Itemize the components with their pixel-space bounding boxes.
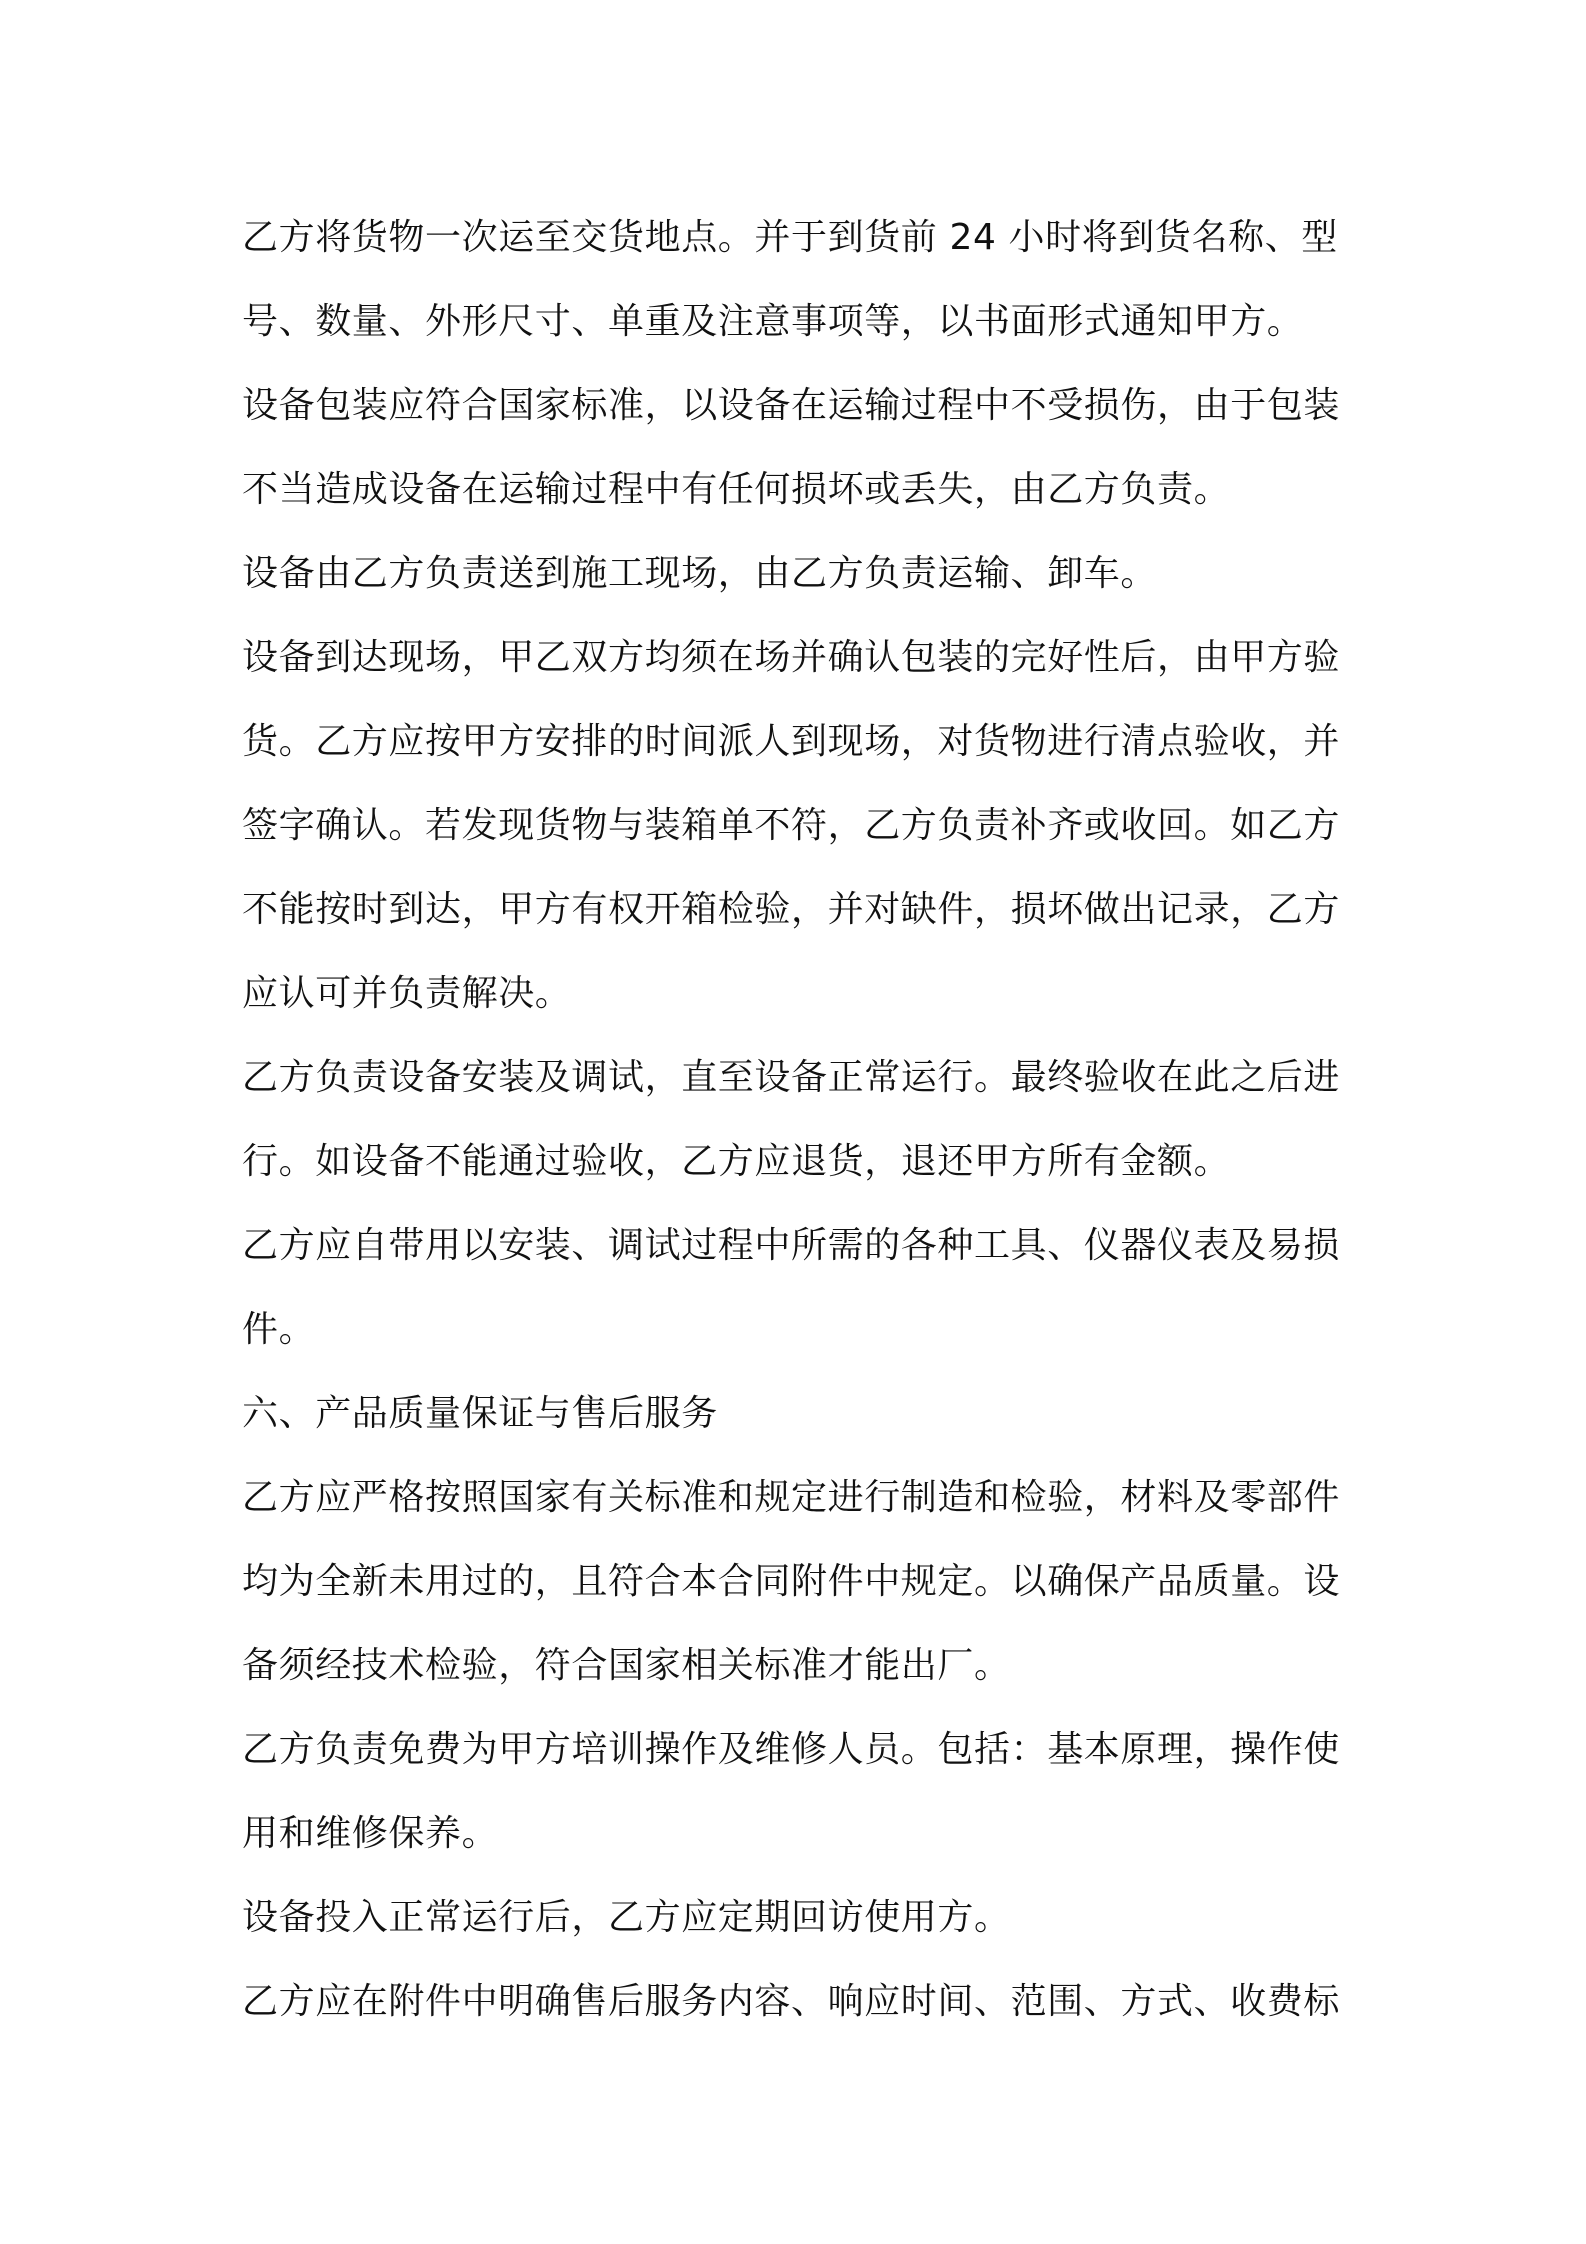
text-line: 设备到达现场，甲乙双方均须在场并确认包装的完好性后，由甲方验	[242, 637, 1341, 678]
text-line: 备须经技术检验，符合国家相关标准才能出厂。	[242, 1645, 1011, 1686]
text-line: 乙方应自带用以安装、调试过程中所需的各种工具、仪器仪表及易损	[242, 1225, 1341, 1266]
text-line: 号、数量、外形尺寸、单重及注意事项等，以书面形式通知甲方。	[242, 301, 1304, 342]
text-line: 乙方负责免费为甲方培训操作及维修人员。包括：基本原理，操作使	[242, 1729, 1341, 1770]
text-line: 不当造成设备在运输过程中有任何损坏或丢失，由乙方负责。	[242, 469, 1231, 510]
text-line: 设备包装应符合国家标准，以设备在运输过程中不受损伤，由于包装	[242, 385, 1341, 426]
text-line: 乙方应严格按照国家有关标准和规定进行制造和检验，材料及零部件	[242, 1477, 1341, 1518]
text-line: 货。乙方应按甲方安排的时间派人到现场，对货物进行清点验收，并	[242, 721, 1341, 762]
document-body	[242, 196, 1362, 2044]
text-line: 用和维修保养。	[242, 1813, 499, 1854]
text-line: 应认可并负责解决。	[242, 973, 572, 1014]
section-heading: 六、产品质量保证与售后服务	[242, 1393, 718, 1434]
text-line: 件。	[242, 1309, 316, 1350]
text-line: 设备投入正常运行后，乙方应定期回访使用方。	[242, 1897, 1011, 1938]
text-line: 乙方负责设备安装及调试，直至设备正常运行。最终验收在此之后进	[242, 1057, 1341, 1098]
text-line: 不能按时到达，甲方有权开箱检验，并对缺件，损坏做出记录，乙方	[242, 889, 1341, 930]
text-line: 均为全新未用过的，且符合本合同附件中规定。以确保产品质量。设	[242, 1561, 1341, 1602]
text-line: 设备由乙方负责送到施工现场，由乙方负责运输、卸车。	[242, 553, 1158, 594]
text-line: 乙方将货物一次运至交货地点。并于到货前 24 小时将到货名称、型	[242, 217, 1338, 258]
text-line: 行。如设备不能通过验收，乙方应退货，退还甲方所有金额。	[242, 1141, 1231, 1182]
text-line: 乙方应在附件中明确售后服务内容、响应时间、范围、方式、收费标	[242, 1981, 1341, 2022]
text-line: 签字确认。若发现货物与装箱单不符，乙方负责补齐或收回。如乙方	[242, 805, 1341, 846]
